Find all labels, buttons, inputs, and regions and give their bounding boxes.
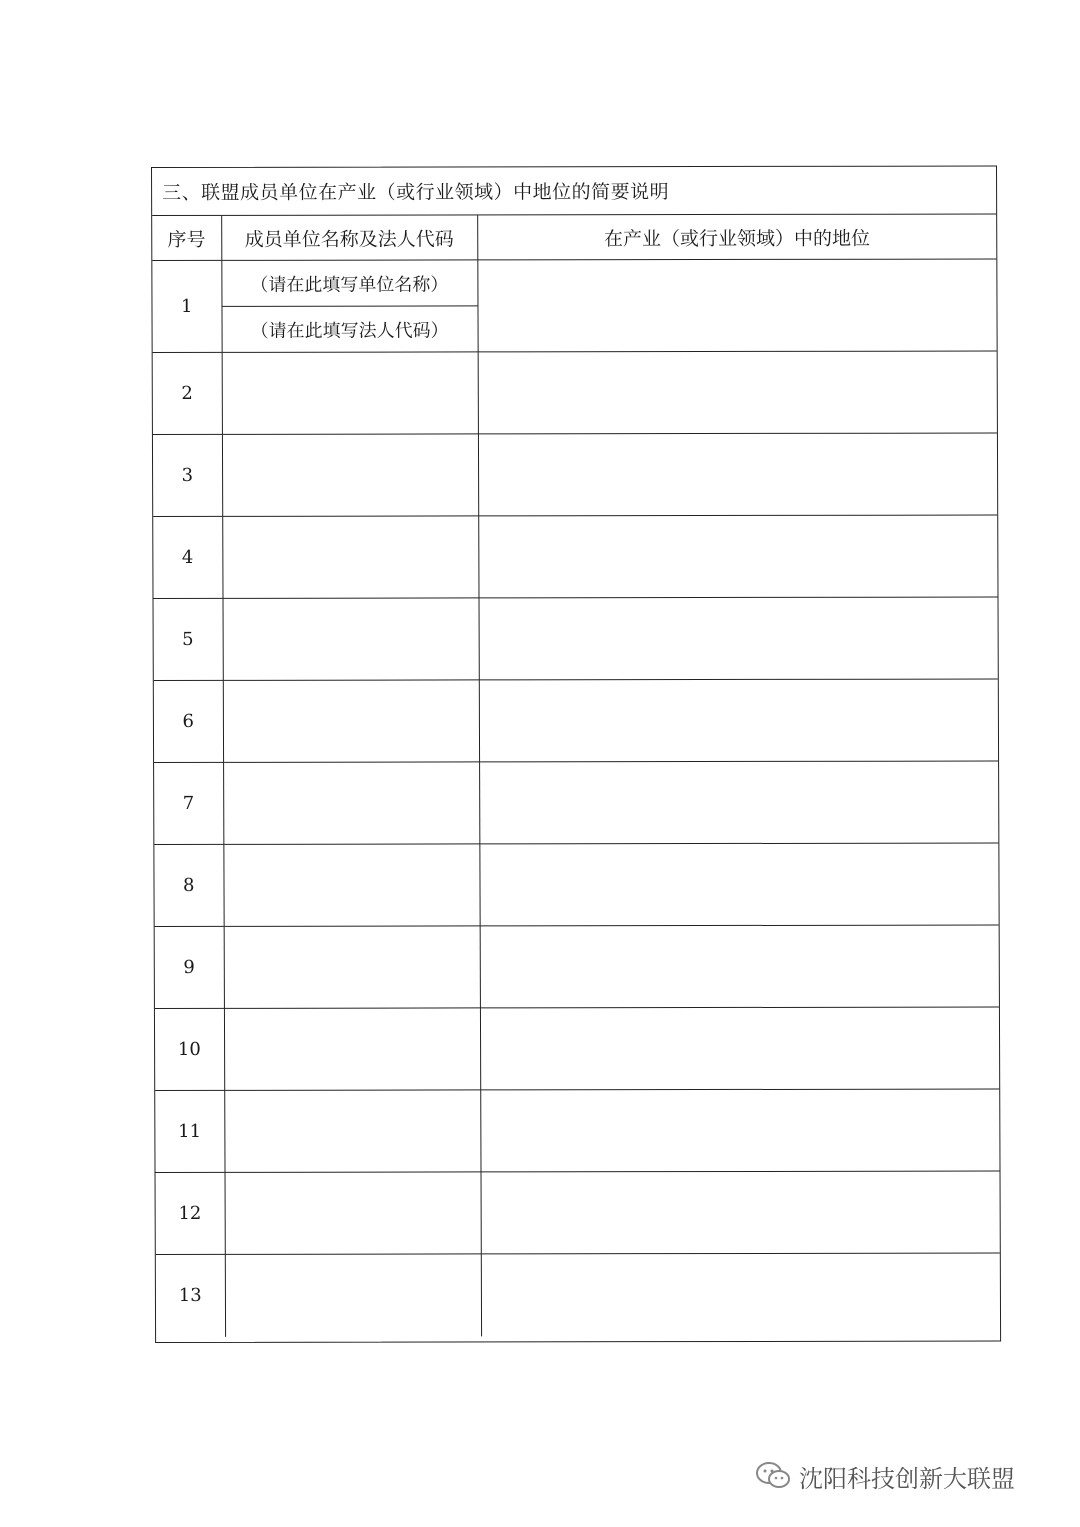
position-field[interactable]: [481, 1253, 1000, 1336]
row-number: 9: [155, 926, 224, 1008]
table-row: [156, 1253, 1000, 1336]
position-field[interactable]: [477, 259, 996, 352]
unit-name-field[interactable]: （请在此填写单位名称）: [221, 260, 477, 306]
unit-name-field[interactable]: [225, 1172, 481, 1254]
table-row: [155, 1089, 999, 1172]
position-field[interactable]: [479, 761, 998, 844]
position-field[interactable]: [481, 1171, 1000, 1254]
position-field[interactable]: [479, 843, 998, 926]
table-row: [153, 515, 997, 598]
row-number: 3: [153, 434, 222, 516]
unit-name-field[interactable]: [225, 1254, 481, 1336]
table-row: [156, 1171, 1000, 1254]
row-number: 11: [155, 1090, 224, 1172]
header-no: 序号: [152, 216, 221, 261]
header-name: 成员单位名称及法人代码: [221, 215, 477, 260]
position-field[interactable]: [478, 433, 997, 516]
row-number: 6: [154, 680, 223, 762]
unit-name-field[interactable]: [223, 762, 479, 844]
row-number: 7: [154, 762, 223, 844]
position-field[interactable]: [480, 925, 999, 1008]
row-number: 10: [155, 1008, 224, 1090]
watermark-text: 沈阳科技创新大联盟: [799, 1464, 1015, 1493]
position-field[interactable]: [478, 515, 997, 598]
row-number: 12: [156, 1172, 225, 1254]
table-row: [153, 351, 997, 434]
header-position: 在产业（或行业领域）中的地位: [477, 215, 996, 260]
unit-name-field[interactable]: [224, 1008, 480, 1090]
table-header-row: [152, 215, 996, 261]
legal-code-field[interactable]: （请在此填写法人代码）: [221, 306, 477, 352]
position-field[interactable]: [480, 1089, 999, 1172]
member-table: [152, 215, 1000, 1337]
table-row: [154, 843, 998, 926]
row-number: 13: [156, 1254, 225, 1336]
row-number: 5: [154, 598, 223, 680]
row-number: 2: [153, 352, 222, 434]
unit-name-field[interactable]: [222, 516, 478, 598]
position-field[interactable]: [479, 679, 998, 762]
unit-name-field[interactable]: [224, 1090, 480, 1172]
table-row: [154, 597, 998, 680]
unit-name-field[interactable]: [224, 926, 480, 1008]
unit-name-field[interactable]: [222, 434, 478, 516]
member-position-form: [151, 166, 1001, 1343]
unit-name-field[interactable]: [223, 844, 479, 926]
position-field[interactable]: [479, 597, 998, 680]
table-row: [155, 1007, 999, 1090]
table-row: [152, 259, 996, 306]
row-number: 4: [153, 516, 222, 598]
row-number: 1: [152, 260, 221, 352]
table-row: [154, 679, 998, 762]
table-row: [155, 925, 999, 1008]
row-number: 8: [154, 844, 223, 926]
unit-name-field[interactable]: [222, 352, 478, 434]
unit-name-field[interactable]: [223, 680, 479, 762]
wechat-icon: [755, 1461, 791, 1491]
unit-name-field[interactable]: [223, 598, 479, 680]
section-title: 三、联盟成员单位在产业（或行业领域）中地位的简要说明: [152, 167, 996, 216]
watermark: [755, 1456, 1015, 1496]
position-field[interactable]: [478, 351, 997, 434]
table-row: [153, 433, 997, 516]
table-row: [154, 761, 998, 844]
position-field[interactable]: [480, 1007, 999, 1090]
